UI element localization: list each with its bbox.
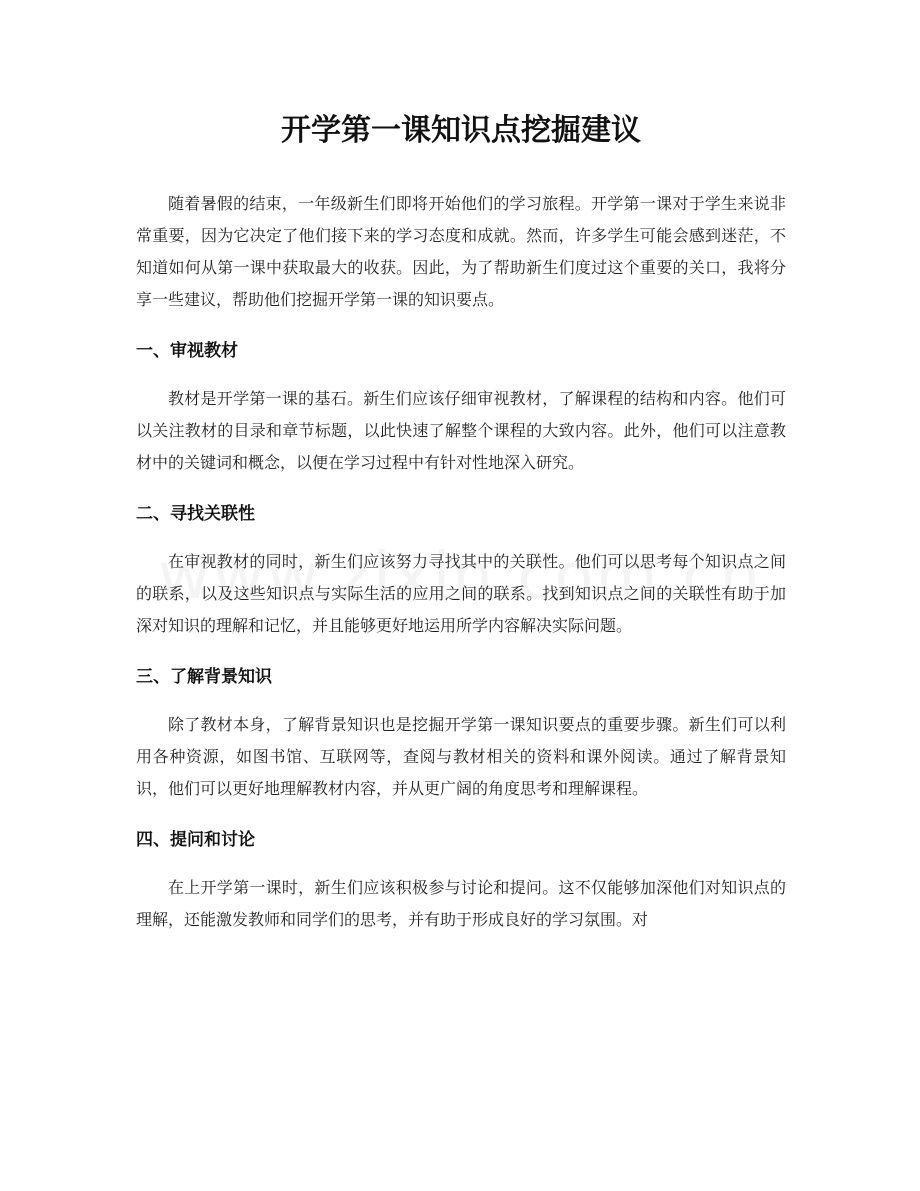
section-background-knowledge [136,662,786,805]
intro-paragraph: 随着暑假的结束，一年级新生们即将开始他们的学习旅程。开学第一课对于学生来说非常重要，因为它决定了他们接下来的学习态度和成就。然而，许多学生可能会感到迷茫，不知道如何从第一课中获取最大的收获。因此，为了帮助新生们度过这个重要的关口，我将分享一些建议，帮助他们挖掘开学第一课的知识要点。 [136,194,786,309]
section-heading: 二、寻找关联性 [136,504,255,524]
section-paragraph: 教材是开学第一课的基石。新生们应该仔细审视教材，了解课程的结构和内容。他们可以关注教材的目录和章节标题，以此快速了解整个课程的大致内容。此外，他们可以注意教材中的关键词和概念，以便在学习过程中有针对性地深入研究。 [136,389,786,472]
section-review-textbook [136,336,786,479]
document-content [136,108,786,936]
section-paragraph: 除了教材本身，了解背景知识也是挖掘开学第一课知识要点的重要步骤。新生们可以利用各种资源，如图书馆、互联网等，查阅与教材相关的资料和课外阅读。通过了解背景知识，他们可以更好地理解教材内容，并从更广阔的角度思考和理解课程。 [136,715,786,798]
section-heading: 一、审视教材 [136,341,238,361]
section-heading: 四、提问和讨论 [136,830,255,850]
section-find-connections [136,499,786,642]
section-paragraph: 在审视教材的同时，新生们应该努力寻找其中的关联性。他们可以思考每个知识点之间的联系，以及这些知识点与实际生活的应用之间的联系。找到知识点之间的关联性有助于加深对知识的理解和记忆，并且能够更好地运用所学内容解决实际问题。 [136,552,786,635]
section-questions-discussion [136,825,786,936]
section-paragraph: 在上开学第一课时，新生们应该积极参与讨论和提问。这不仅能够加深他们对知识点的理解，还能激发教师和同学们的思考，并有助于形成良好的学习氛围。对 [136,878,786,929]
document-title: 开学第一课知识点挖掘建议 [281,113,641,148]
section-heading: 三、了解背景知识 [136,667,272,687]
